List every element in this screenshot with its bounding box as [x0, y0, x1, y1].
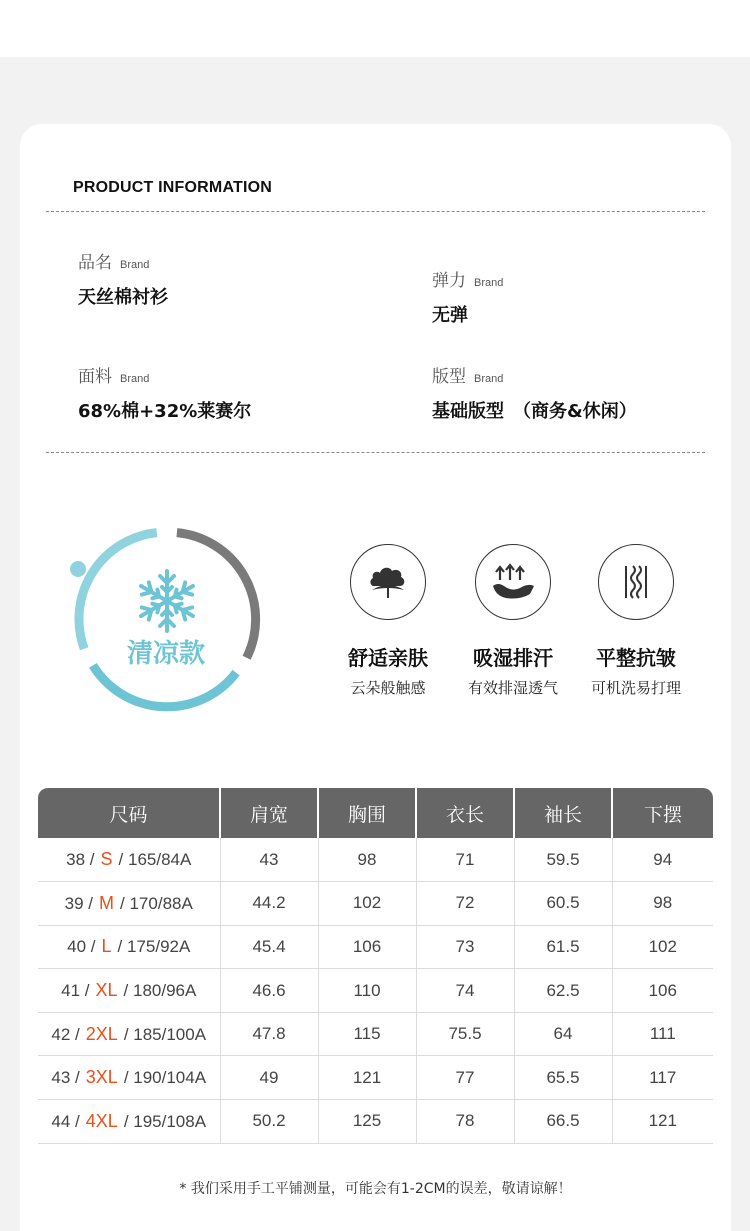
measurement-note: * 我们采用手工平铺测量，可能会有1-2CM的误差，敬请谅解！ — [179, 1181, 572, 1197]
table-row — [38, 1012, 713, 1056]
size-cell — [38, 925, 220, 969]
size-cell — [38, 1012, 220, 1056]
product-info-title: PRODUCT INFORMATION — [73, 179, 273, 196]
measurement-cell: 106 — [612, 969, 713, 1013]
measurement-cell: 77 — [416, 1056, 514, 1100]
product-card — [20, 124, 731, 1231]
feature-subtitle: 可机洗易打理 — [590, 679, 681, 697]
size-number: 40 / — [67, 937, 96, 957]
size-letter: XL — [95, 980, 118, 1001]
measurement-cell: 74 — [416, 969, 514, 1013]
moisture-wicking-icon — [475, 544, 551, 620]
wrinkle-resistant-icon — [598, 544, 674, 620]
measurement-cell: 64 — [514, 1012, 612, 1056]
attr-label-en: Brand — [474, 277, 504, 289]
attr-label: 品名 — [78, 253, 112, 273]
size-number: 38 / — [66, 850, 95, 870]
size-letter: 4XL — [85, 1110, 118, 1131]
cool-badge-ring — [62, 514, 272, 724]
measurement-cell: 115 — [318, 1012, 416, 1056]
size-table-header — [38, 788, 713, 838]
size-spec: / 195/108A — [123, 1111, 207, 1131]
snowflake-icon — [138, 571, 197, 631]
divider-top — [46, 211, 705, 212]
feature-title: 舒适亲肤 — [348, 646, 428, 670]
feature-title: 平整抗皱 — [596, 646, 676, 670]
size-cell — [38, 882, 220, 926]
measurement-cell: 102 — [612, 925, 713, 969]
size-spec: / 185/100A — [123, 1024, 207, 1044]
size-number: 44 / — [51, 1111, 80, 1131]
size-letter: L — [101, 936, 112, 957]
header-shoulder: 肩宽 — [220, 788, 318, 838]
attr-fit — [432, 362, 637, 423]
size-cell — [38, 838, 220, 882]
size-number: 43 / — [51, 1068, 80, 1088]
size-spec: / 190/104A — [123, 1068, 207, 1088]
feature-wrinkle — [576, 544, 696, 698]
table-row — [38, 838, 713, 882]
cool-badge-label: 清凉款 — [126, 639, 206, 669]
header-size: 尺码 — [38, 788, 220, 838]
measurement-cell: 44.2 — [220, 882, 318, 926]
measurement-cell: 72 — [416, 882, 514, 926]
measurement-cell: 121 — [612, 1100, 713, 1144]
size-cell — [38, 969, 220, 1013]
table-row — [38, 969, 713, 1013]
measurement-cell: 47.8 — [220, 1012, 318, 1056]
attr-label-en: Brand — [120, 373, 150, 385]
size-number: 41 / — [61, 981, 90, 1001]
size-spec: / 180/96A — [123, 981, 197, 1001]
measurement-cell: 111 — [612, 1012, 713, 1056]
table-row — [38, 925, 713, 969]
attr-value: 天丝棉衬衫 — [78, 287, 168, 308]
size-cell — [38, 1056, 220, 1100]
measurement-cell: 78 — [416, 1100, 514, 1144]
header-sleeve: 袖长 — [514, 788, 612, 838]
size-letter: S — [100, 849, 113, 870]
size-table — [38, 788, 713, 1144]
measurement-cell: 43 — [220, 838, 318, 882]
measurement-cell: 98 — [612, 882, 713, 926]
measurement-cell: 49 — [220, 1056, 318, 1100]
size-spec: / 170/88A — [120, 893, 193, 913]
attr-label: 弹力 — [432, 271, 466, 291]
cotton-icon — [350, 544, 426, 620]
attr-label-en: Brand — [474, 373, 504, 385]
attr-name — [78, 248, 168, 309]
measurement-cell: 102 — [318, 882, 416, 926]
feature-title: 吸湿排汗 — [473, 646, 553, 670]
measurement-cell: 117 — [612, 1056, 713, 1100]
header-length: 衣长 — [416, 788, 514, 838]
measurement-cell: 98 — [318, 838, 416, 882]
measurement-cell: 106 — [318, 925, 416, 969]
measurement-cell: 62.5 — [514, 969, 612, 1013]
attr-label: 面料 — [78, 367, 112, 387]
measurement-cell: 121 — [318, 1056, 416, 1100]
measurement-cell: 110 — [318, 969, 416, 1013]
measurement-cell: 46.6 — [220, 969, 318, 1013]
divider-bottom — [46, 452, 705, 453]
feature-comfort — [328, 544, 448, 698]
table-row — [38, 882, 713, 926]
header-chest: 胸围 — [318, 788, 416, 838]
table-row — [38, 1056, 713, 1100]
measurement-cell: 75.5 — [416, 1012, 514, 1056]
table-row — [38, 1100, 713, 1144]
attr-value: 基础版型 （商务&休闲） — [432, 401, 637, 422]
measurement-cell: 60.5 — [514, 882, 612, 926]
size-spec: / 175/92A — [117, 937, 191, 957]
attr-value: 无弹 — [432, 305, 468, 326]
feature-subtitle: 有效排湿透气 — [467, 679, 558, 697]
header-hem: 下摆 — [612, 788, 713, 838]
measurement-cell: 45.4 — [220, 925, 318, 969]
size-cell — [38, 1100, 220, 1144]
attr-fabric — [78, 362, 251, 423]
size-number: 42 / — [51, 1024, 80, 1044]
size-letter: M — [99, 892, 115, 913]
measurement-cell: 71 — [416, 838, 514, 882]
measurement-cell: 94 — [612, 838, 713, 882]
measurement-cell: 65.5 — [514, 1056, 612, 1100]
measurement-cell: 73 — [416, 925, 514, 969]
attr-label-en: Brand — [120, 259, 150, 271]
attr-label: 版型 — [432, 367, 466, 387]
cool-badge — [62, 514, 272, 724]
size-spec: / 165/84A — [118, 850, 192, 870]
top-bar — [0, 0, 750, 57]
attr-value: 68%棉+32%莱赛尔 — [78, 401, 252, 422]
measurement-cell: 66.5 — [514, 1100, 612, 1144]
measurement-cell: 59.5 — [514, 838, 612, 882]
attr-elasticity — [432, 266, 503, 327]
measurement-cell: 125 — [318, 1100, 416, 1144]
feature-moisture — [453, 544, 573, 698]
measurement-cell: 50.2 — [220, 1100, 318, 1144]
size-letter: 3XL — [85, 1067, 118, 1088]
feature-subtitle: 云朵般触感 — [350, 679, 426, 697]
size-letter: 2XL — [85, 1023, 118, 1044]
size-number: 39 / — [64, 893, 94, 913]
measurement-cell: 61.5 — [514, 925, 612, 969]
